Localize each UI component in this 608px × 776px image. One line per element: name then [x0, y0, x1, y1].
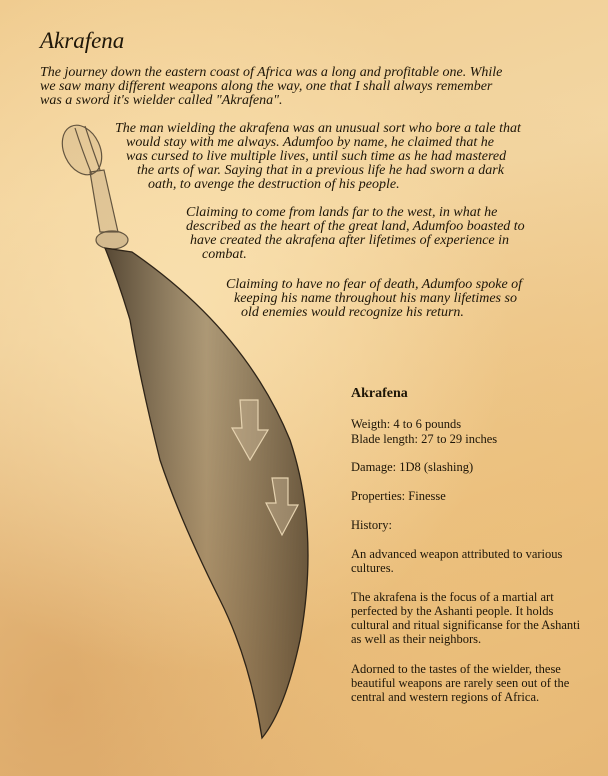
- stat-damage: Damage: 1D8 (slashing): [351, 460, 474, 474]
- story-line: keeping his name throughout his many lifetimes so: [234, 291, 517, 306]
- story-line: oath, to avenge the destruction of his people.: [148, 177, 400, 192]
- stat-blade-length: Blade length: 27 to 29 inches: [351, 432, 498, 446]
- story-line: have created the akrafena after lifetimes of experience in: [190, 233, 510, 248]
- history-line: cultures.: [351, 561, 394, 575]
- history-line: cultural and ritual significanse for the Ashanti: [351, 618, 581, 632]
- stat-weight: Weigth: 4 to 6 pounds: [351, 417, 462, 431]
- history-line: beautiful weapons are rarely seen out of the: [351, 676, 570, 690]
- stat-block-title: Akrafena: [351, 386, 408, 401]
- page-title: Akrafena: [40, 28, 125, 53]
- stat-history-label: History:: [351, 518, 392, 532]
- story-line: combat.: [202, 247, 247, 262]
- story-line: old enemies would recognize his return.: [241, 305, 464, 320]
- history-line: Adorned to the tastes of the wielder, these: [351, 662, 561, 676]
- story-line: would stay with me always. Adumfoo by name, he claimed that he: [126, 135, 494, 150]
- story-line: was a sword it's wielder called "Akrafena".: [40, 93, 283, 108]
- history-line: as well as their neighbors.: [351, 632, 482, 646]
- history-line: central and western regions of Africa.: [351, 690, 540, 704]
- story-line: The journey down the eastern coast of Africa was a long and profitable one. While: [40, 65, 503, 80]
- history-line: perfected by the Ashanti people. It holds: [351, 604, 554, 618]
- story-line: was cursed to live multiple lives, until such time as he had mastered: [126, 149, 507, 164]
- story-line: Claiming to have no fear of death, Adumfoo spoke of: [226, 277, 523, 292]
- story-line: the arts of war. Saying that in a previous life he had sworn a dark: [137, 163, 504, 178]
- story-line: we saw many different weapons along the way, one that I shall always remember: [40, 79, 493, 94]
- story-line: The man wielding the akrafena was an unusual sort who bore a tale that: [115, 121, 521, 136]
- story-line: described as the heart of the great land, Adumfoo boasted to: [186, 219, 525, 234]
- story-line: Claiming to come from lands far to the west, in what he: [186, 205, 498, 220]
- history-line: An advanced weapon attributed to various: [351, 547, 563, 561]
- stat-properties: Properties: Finesse: [351, 489, 446, 503]
- history-line: The akrafena is the focus of a martial art: [351, 590, 554, 604]
